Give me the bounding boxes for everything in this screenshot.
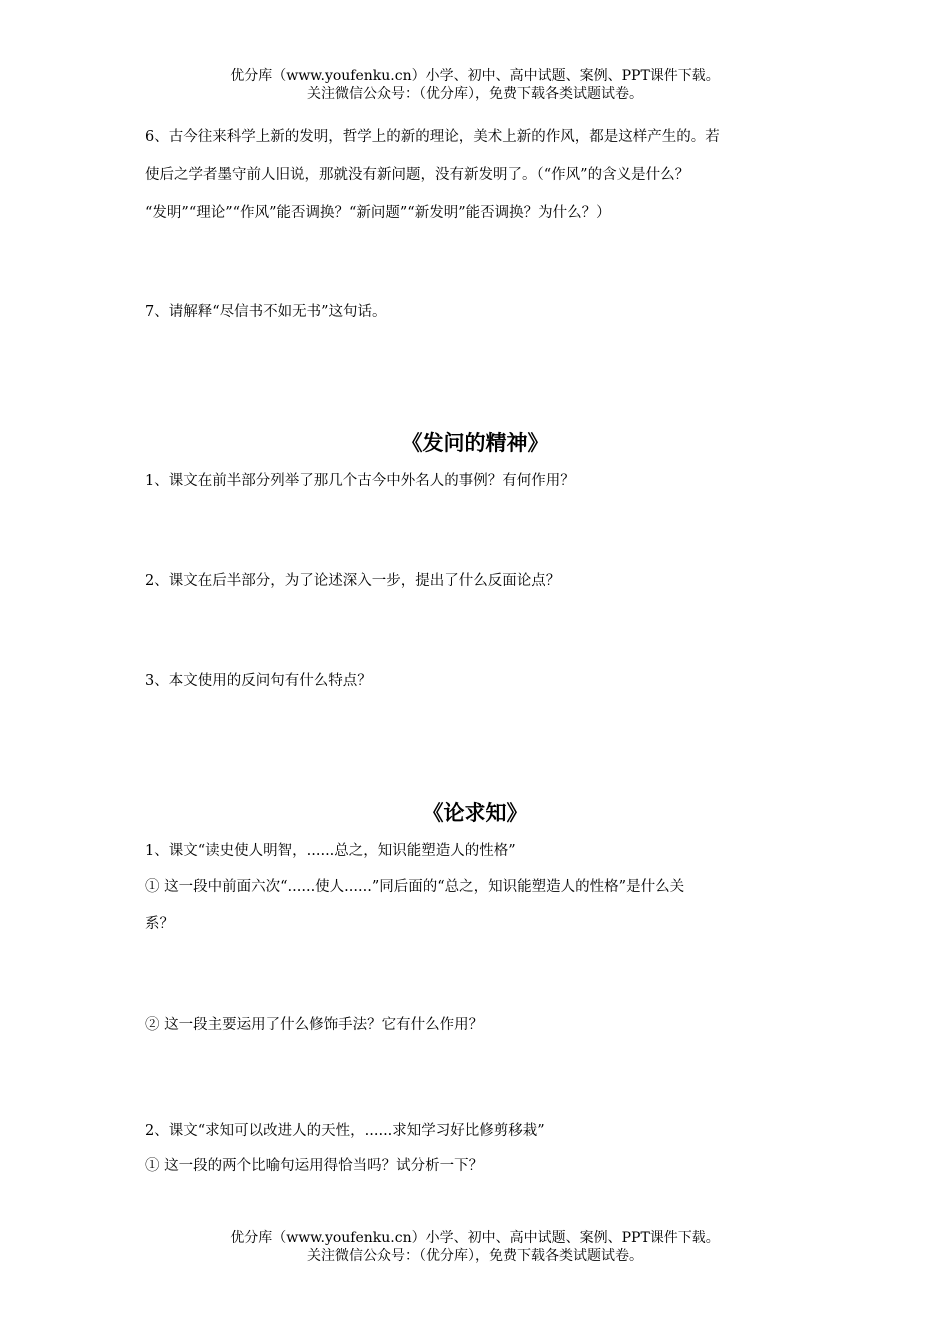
qiuzhi-question-2: 2、课文“求知可以改进人的天性，......求知学习好比修剪移栽” <box>145 1123 545 1139</box>
header-line-2: 关注微信公众号：（优分库），免费下载各类试题试卷。 <box>307 86 643 102</box>
footer-line-2: 关注微信公众号：（优分库），免费下载各类试题试卷。 <box>307 1248 643 1264</box>
qiuzhi-question-1a-line-2: 系？ <box>145 916 174 932</box>
question-6-line-3: “发明”“理论”“作风”能否调换？“新问题”“新发明”能否调换？为什么？） <box>145 205 611 221</box>
fawen-question-3: 3、本文使用的反问句有什么特点？ <box>145 673 372 689</box>
question-7: 7、请解释“尽信书不如无书”这句话。 <box>145 304 387 320</box>
section-title-qiuzhi: 《论求知》 <box>422 801 528 825</box>
fawen-question-1: 1、课文在前半部分列举了那几个古今中外名人的事例？有何作用？ <box>145 473 575 489</box>
qiuzhi-question-1: 1、课文“读史使人明智，......总之，知识能塑造人的性格” <box>145 843 516 859</box>
question-6-line-1: 6、古今往来科学上新的发明，哲学上的新的理论，美术上新的作风，都是这样产生的。若 <box>145 129 720 145</box>
header-line-1: 优分库（www.youfenku.cn）小学、初中、高中试题、案例、PPT课件下载。 <box>230 68 720 84</box>
section-title-fawen: 《发问的精神》 <box>401 431 549 455</box>
question-6-line-2: 使后之学者墨守前人旧说，那就没有新问题，没有新发明了。（“作风”的含义是什么？ <box>145 167 690 183</box>
qiuzhi-question-1a-line-1: ① 这一段中前面六次“......使人......”同后面的“总之，知识能塑造人的性格”是什么关 <box>145 879 685 895</box>
qiuzhi-question-1b: ② 这一段主要运用了什么修饰手法？它有什么作用？ <box>145 1017 484 1033</box>
fawen-question-2: 2、课文在后半部分，为了论述深入一步，提出了什么反面论点？ <box>145 573 561 589</box>
qiuzhi-question-2a: ① 这一段的两个比喻句运用得恰当吗？试分析一下？ <box>145 1158 484 1174</box>
footer-line-1: 优分库（www.youfenku.cn）小学、初中、高中试题、案例、PPT课件下载。 <box>230 1230 720 1246</box>
